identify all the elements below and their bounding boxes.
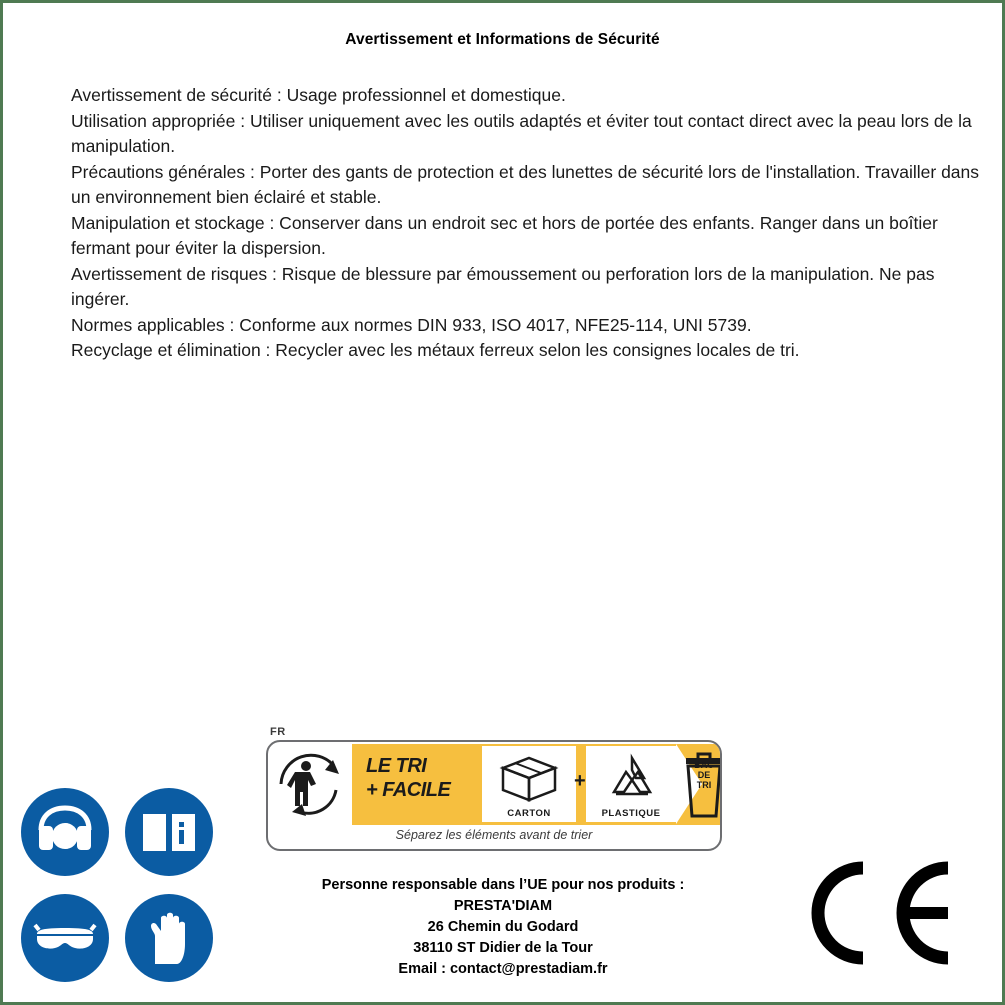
paragraph-handling-storage: Manipulation et stockage : Conserver dans un endroit sec et hors de portée des enfants. Ranger dans un boîtier fermant pour éviter la dispersion.	[71, 212, 938, 258]
safety-body-text	[71, 83, 991, 364]
bin-label-line-3: TRI	[696, 780, 712, 790]
plastique-label: PLASTIQUE	[601, 808, 661, 819]
bin-label-line-2: DE	[697, 770, 711, 780]
bin-label-line-1: BAC	[694, 760, 714, 770]
recycling-banner	[266, 726, 722, 851]
bin-label	[687, 760, 721, 790]
carton-label: CARTON	[507, 808, 551, 819]
paragraph-standards: Normes applicables : Conforme aux normes DIN 933, ISO 4017, NFE25-114, UNI 5739.	[71, 314, 752, 335]
language-tag: FR	[270, 726, 286, 738]
ear-protection-icon	[21, 788, 109, 876]
pictogram-group	[21, 788, 221, 988]
responsible-address-line-1: 26 Chemin du Godard	[427, 919, 579, 935]
hand-protection-icon	[125, 894, 213, 982]
tri-line-2: + FACILE	[366, 779, 451, 801]
responsible-email: Email : contact@prestadiam.fr	[398, 961, 608, 977]
paragraph-proper-use: Utilisation appropriée : Utiliser uniquement avec les outils adaptés et éviter tout contact direct avec la peau lors de la manipulation.	[71, 110, 972, 156]
carton-icon	[489, 750, 569, 805]
recycling-footer-text: Séparez les éléments avant de trier	[395, 828, 593, 842]
paragraph-risk-warning: Avertissement de risques : Risque de blessure par émoussement ou perforation lors de la manipulation. Ne pas ingérer.	[71, 263, 935, 309]
carton-panel	[482, 746, 576, 822]
read-instructions-icon	[125, 788, 213, 876]
responsible-company: PRESTA'DIAM	[453, 898, 553, 914]
plastique-panel	[586, 746, 676, 822]
eye-protection-icon	[21, 894, 109, 982]
recycle-loop-icon	[594, 750, 670, 805]
responsible-heading: Personne responsable dans l’UE pour nos produits :	[321, 877, 685, 893]
paragraph-general-precautions: Précautions générales : Porter des gants de protection et des lunettes de sécurité lors de l'installation. Travailler dans un environnement bien éclairé et stable.	[71, 161, 980, 207]
tri-facile-text	[366, 754, 476, 802]
paragraph-recycling: Recyclage et élimination : Recycler avec les métaux ferreux selon les consignes locales de tri.	[71, 340, 800, 360]
page-title: Avertissement et Informations de Sécurité	[345, 31, 660, 48]
plus-icon: +	[574, 770, 586, 792]
responsible-address-line-2: 38110 ST Didier de la Tour	[413, 940, 593, 956]
responsible-person-block	[243, 875, 763, 980]
tri-line-1: LE TRI	[366, 755, 427, 777]
paragraph-safety-warning: Avertissement de sécurité : Usage professionnel et domestique.	[71, 85, 566, 105]
recycling-banner-box	[266, 740, 722, 851]
triman-icon	[276, 750, 346, 818]
ce-mark-icon	[803, 858, 953, 968]
